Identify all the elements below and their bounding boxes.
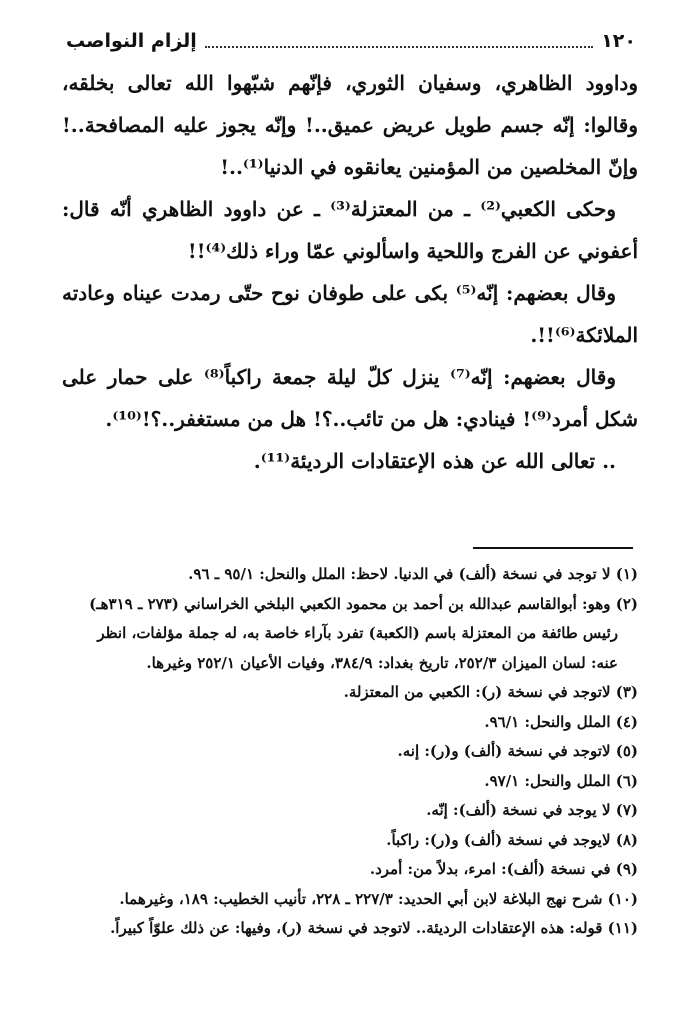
paragraph: وقال بعضهم: إنّه⁽⁵⁾ بكى على طوفان نوح حتّى رمدت عيناه وعادته الملائكة⁽⁶⁾!!. bbox=[62, 281, 638, 347]
page-header bbox=[66, 24, 636, 58]
paragraph: وداوود الظاهري، وسفيان الثوري، فإنّهم شبّهوا الله تعالى بخلقه، وقالوا: إنّه جسم طويل عريض عميق..! وإنّه يجوز عليه المصافحة..! وإنّ المخلصين من المؤمنين يعانقوه في الدنيا⁽¹⁾..! bbox=[62, 71, 638, 179]
footnote: (٢) وهو: أبوالقاسم عبدالله بن أحمد بن محمود الكعبي البلخي الخراساني (٢٧٣ ـ ٣١٩هـ) bbox=[89, 594, 638, 613]
footnote: (١١) قوله: هذه الإعتقادات الرديئة.. لاتوجد في نسخة (ر)، وفيها: عن ذلك علوّاً كبيراً. bbox=[110, 919, 638, 937]
footnote: (٥) لاتوجد في نسخة (ألف) و(ر): إنه. bbox=[397, 742, 638, 760]
paragraph: وحكى الكعبي⁽²⁾ ـ من المعتزلة⁽³⁾ ـ عن داوود الظاهري أنّه قال: أعفوني عن الفرج واللحية واسألوني عمّا وراء ذلك⁽⁴⁾!! bbox=[62, 197, 638, 263]
footnotes bbox=[62, 560, 638, 944]
footnote: (١٠) شرح نهج البلاغة لابن أبي الحديد: ٢٢٧/٣ ـ ٢٢٨، تأنيب الخطيب: ١٨٩، وغيرهما. bbox=[119, 889, 638, 908]
footnote: (٨) لايوجد في نسخة (ألف) و(ر): راكباً. bbox=[386, 830, 638, 849]
footnote: (٩) في نسخة (ألف): امرء، بدلاً من: أمرد. bbox=[369, 860, 638, 878]
footnote-continuation: عنه: لسان الميزان ٢٥٢/٣، تاريخ بغداد: ٣٨٤/٩، وفيات الأعيان ٢٥٢/١ وغيرها. bbox=[146, 653, 618, 672]
running-title: إلزام النواصب bbox=[66, 30, 197, 52]
footnote: (٧) لا يوجد في نسخة (ألف): إنّه. bbox=[426, 801, 638, 819]
header-dotted-leader bbox=[205, 34, 593, 48]
footnote-separator bbox=[473, 547, 633, 549]
footnote: (١) لا توجد في نسخة (ألف) في الدنيا. لاحظ: الملل والنحل: ٩٥/١ ـ ٩٦. bbox=[188, 565, 638, 583]
paragraph: وقال بعضهم: إنّه⁽⁷⁾ ينزل كلّ ليلة جمعة راكباً⁽⁸⁾ على حمار على شكل أمرد⁽⁹⁾! فينادي: هل من تائب..؟! هل من مستغفر..؟!⁽¹⁰⁾. bbox=[62, 365, 638, 431]
page-number: ١٢٠ bbox=[601, 30, 636, 52]
footnote: (٣) لاتوجد في نسخة (ر): الكعبي من المعتزلة. bbox=[343, 683, 638, 701]
main-text bbox=[62, 62, 638, 482]
footnote-continuation: رئيس طائفة من المعتزلة باسم (الكعبة) تفرد بآراء خاصة به، له جملة مؤلفات، انظر bbox=[97, 624, 618, 642]
footnote: (٤) الملل والنحل: ٩٦/١. bbox=[484, 712, 638, 731]
footnote: (٦) الملل والنحل: ٩٧/١. bbox=[484, 771, 638, 790]
paragraph: .. تعالى الله عن هذه الإعتقادات الرديئة⁽¹¹⁾. bbox=[253, 449, 616, 473]
